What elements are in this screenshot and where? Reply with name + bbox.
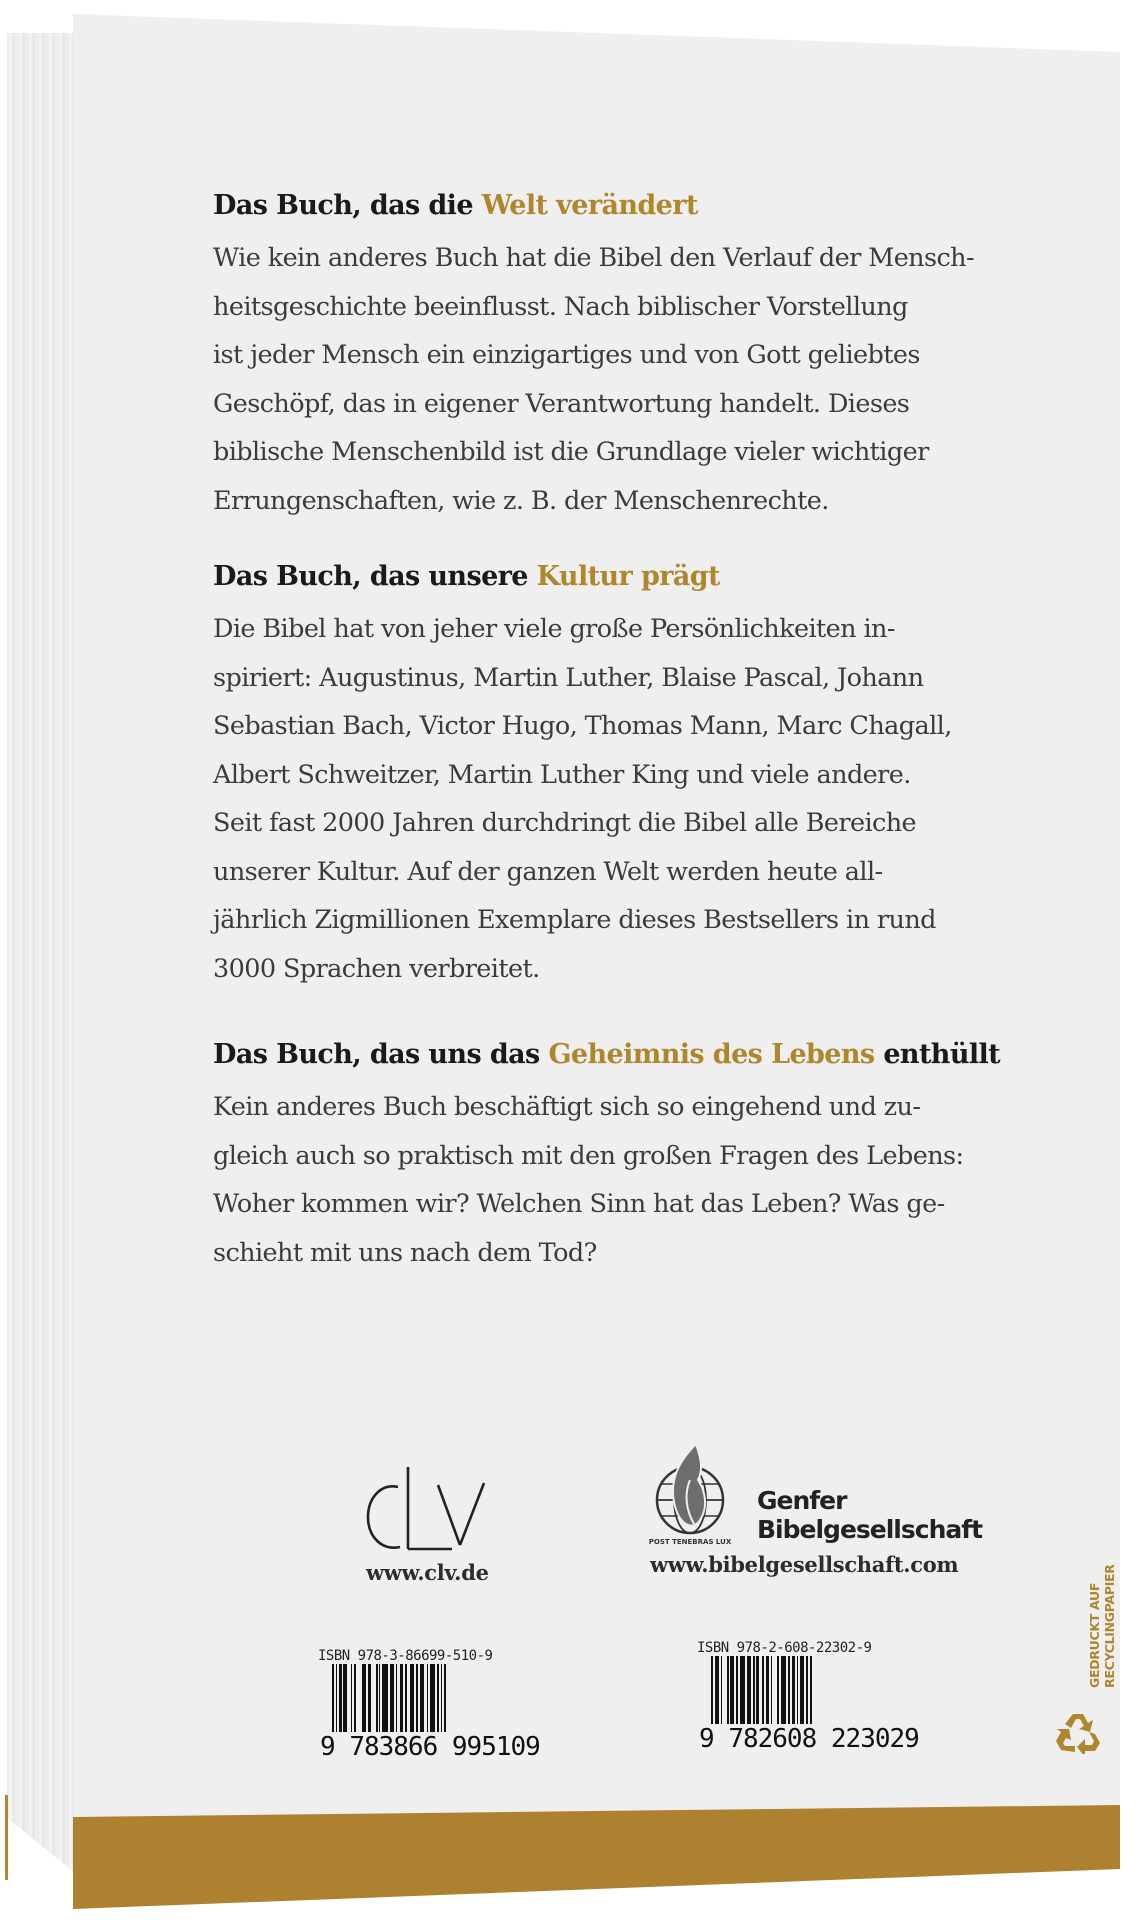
ean-left: 782608 — [728, 1724, 817, 1754]
heading-text: Das Buch, das die — [213, 190, 482, 221]
body-line: schieht mit uns nach dem Tod? — [213, 1237, 597, 1268]
recycling-note — [1045, 1500, 1125, 1770]
body-line: Woher kommen wir? Welchen Sinn hat das Leben? Was ge- — [213, 1189, 945, 1219]
body-line: biblische Menschenbild ist die Grundlage vieler wichtiger — [213, 437, 929, 467]
body-line: Wie kein anderes Buch hat die Bibel den Verlauf der Mensch- — [213, 243, 975, 273]
isbn-label: ISBN 978-3-86699-510-9 — [318, 1648, 493, 1664]
gbg-name-line1: Genfer — [757, 1486, 847, 1515]
section-kultur — [213, 557, 1053, 993]
recycle-icon — [1055, 1710, 1101, 1754]
page-stack-gold-edge — [5, 1795, 8, 1880]
ean-digits — [318, 1732, 542, 1762]
heading-accent: Geheimnis des Lebens — [548, 1039, 875, 1070]
flame-globe-icon — [648, 1440, 738, 1550]
ean-first: 9 — [699, 1724, 714, 1754]
body-line: Albert Schweitzer, Martin Luther King und viele andere. — [213, 759, 911, 790]
gbg-url: www.bibelgesellschaft.com — [650, 1552, 959, 1577]
recycling-text — [1087, 1564, 1117, 1688]
body-line: jährlich Zigmillionen Exemplare dieses Bestsellers in rund — [213, 905, 936, 935]
clv-url: www.clv.de — [366, 1560, 489, 1585]
heading-accent: Welt verändert — [481, 190, 698, 221]
heading-text: Das Buch, das uns das — [213, 1039, 549, 1070]
section-welt — [213, 186, 1053, 525]
body-line: Sebastian Bach, Victor Hugo, Thomas Mann, Marc Chagall, — [213, 711, 952, 741]
body-line: gleich auch so praktisch mit den großen Fragen des Lebens: — [213, 1140, 964, 1171]
heading-text: enthüllt — [874, 1039, 1001, 1070]
ean-right: 223029 — [830, 1724, 919, 1754]
body-line: Seit fast 2000 Jahren durchdringt die Bibel alle Bereiche — [213, 808, 917, 838]
ean-right: 995109 — [451, 1732, 540, 1762]
body-line: heitsgeschichte beeinflusst. Nach biblischer Vorstellung — [213, 291, 908, 322]
ean-first: 9 — [320, 1732, 335, 1762]
ean-digits — [697, 1724, 921, 1754]
section-heading — [213, 186, 1053, 226]
recycling-line1: GEDRUCKT AUF — [1087, 1582, 1102, 1688]
gbg-name — [757, 1486, 982, 1544]
gbg-name-line2: Bibelgesellschaft — [757, 1515, 983, 1544]
gold-band — [73, 1805, 1120, 1909]
body-line: 3000 Sprachen verbreitet. — [213, 953, 540, 984]
body-line: Geschöpf, das in eigener Verantwortung handelt. Dieses — [213, 388, 910, 419]
page-stack-edge — [7, 33, 75, 1873]
emblem-motto: POST TENEBRAS LUX — [648, 1538, 732, 1546]
barcode-gbg — [697, 1640, 919, 1760]
heading-accent: Kultur prägt — [536, 561, 720, 592]
isbn-label: ISBN 978-2-608-22302-9 — [697, 1640, 872, 1656]
section-heading — [213, 557, 1053, 597]
body-line: Errungenschaften, wie z. B. der Menschenrechte. — [213, 485, 829, 516]
ean-left: 783866 — [349, 1732, 438, 1762]
blurb-content — [213, 186, 1053, 1309]
body-line: Kein anderes Buch beschäftigt sich so eingehend und zu- — [213, 1092, 921, 1122]
heading-text: Das Buch, das unsere — [213, 561, 537, 592]
barcode-clv — [318, 1648, 540, 1768]
section-geheimnis — [213, 1035, 1053, 1277]
body-line: ist jeder Mensch ein einzigartiges und von Gott geliebtes — [213, 340, 920, 370]
recycling-line2: RECYCLINGPAPIER — [1102, 1564, 1117, 1688]
body-line: Die Bibel hat von jeher viele große Persönlichkeiten in- — [213, 614, 895, 644]
body-line: spiriert: Augustinus, Martin Luther, Blaise Pascal, Johann — [213, 662, 924, 693]
section-heading — [213, 1035, 1053, 1075]
body-line: unserer Kultur. Auf der ganzen Welt werden heute all- — [213, 856, 883, 887]
clv-logo-icon — [360, 1465, 510, 1565]
